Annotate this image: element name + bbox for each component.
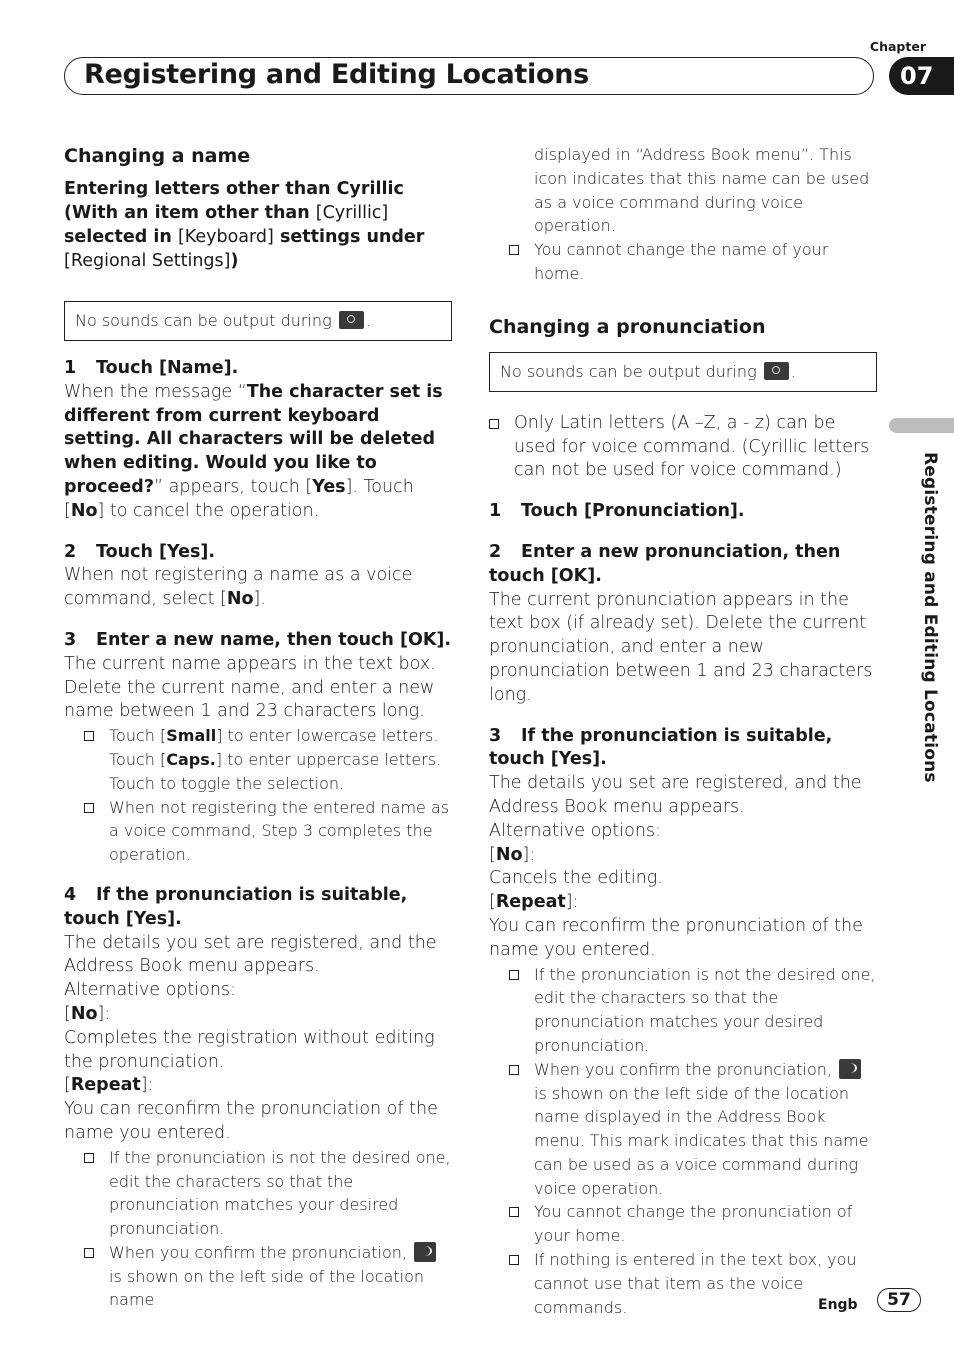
list-item: You cannot change the pronunciation of your home. — [489, 1200, 877, 1248]
option-no-label: [No]: — [64, 1003, 111, 1024]
page-number: 57 — [877, 1288, 921, 1312]
step-1-title: 1 Touch [Pronunciation]. — [489, 501, 745, 522]
option-repeat-label: [Repeat]: — [489, 892, 579, 913]
list-item: If the pronunciation is not the desired one, edit the characters so that the pronunciation matches your desired pronunciation. — [489, 963, 877, 1058]
option-no-label: [No]: — [489, 844, 536, 865]
continued-bullets — [489, 143, 877, 286]
list-item: Touch [Small] to enter lowercase letters. Touch [Caps.] to enter uppercase letters. Touch to toggle the selection. — [64, 724, 452, 795]
language-code: Engb — [818, 1297, 858, 1313]
list-item: If the pronunciation is not the desired one, edit the characters so that the pronunciation matches your desired pronunciation. — [64, 1146, 452, 1241]
step-1-body: When the message “The character set is different from current keyboard setting. All characters will be deleted when editing. Would you like to proceed?” appears, touch [Yes]. Touch [No] to cancel the operation. — [64, 381, 443, 521]
option-no-description: Cancels the editing. — [489, 868, 663, 889]
side-tab-marker — [889, 418, 954, 433]
subheading-entering-letters: Entering letters other than Cyrillic (With an item other than [Cyrillic] selected in [Keyboard] settings under [Regional Settings]) — [64, 179, 425, 271]
section-heading-changing-name: Changing a name — [64, 145, 251, 167]
list-item: You cannot change the name of your home. — [489, 238, 877, 286]
chapter-label: Chapter — [869, 39, 926, 54]
list-item: displayed in “Address Book menu”. This icon indicates that this name can be used as a voice command during voice operation. — [534, 145, 870, 236]
step-4-bullets — [64, 1146, 452, 1313]
list-item: If nothing is entered in the text box, you cannot use that item as the voice commands. — [489, 1248, 877, 1319]
latin-letters-note — [489, 412, 877, 483]
step-4-body: The details you set are registered, and the Address Book menu appears. — [64, 932, 437, 977]
option-repeat-description: You can reconfirm the pronunciation of the name you entered. — [64, 1099, 438, 1143]
step-3-title: 3 Enter a new name, then touch [OK]. — [64, 629, 452, 650]
side-tab-text: Registering and Editing Locations — [920, 452, 940, 783]
step-3-title: 3 If the pronunciation is suitable, touch [Yes]. — [489, 725, 833, 770]
note-box-no-sounds: No sounds can be output during . — [64, 301, 452, 341]
section-heading-changing-pronunciation: Changing a pronunciation — [489, 315, 766, 338]
left-column — [64, 143, 452, 1312]
note-box-no-sounds: No sounds can be output during . — [489, 352, 877, 392]
voice-command-icon — [839, 1059, 861, 1079]
page-title: Registering and Editing Locations — [84, 59, 589, 90]
option-repeat-description: You can reconfirm the pronunciation of the name you entered. — [489, 915, 863, 960]
step-2-title: 2 Touch [Yes]. — [64, 541, 216, 562]
list-item: Only Latin letters (A –Z, a - z) can be used for voice command. (Cyrillic letters can not be used for voice command.) — [489, 412, 877, 483]
step-3-body: The current name appears in the text box. Delete the current name, and enter a new name between 1 and 23 characters long. — [64, 653, 436, 722]
chapter-number: 07 — [889, 57, 954, 95]
step-2-body: The current pronunciation appears in the text box (if already set). Delete the current pronunciation, and enter a new pronunciation between 1 and 23 characters long. — [489, 589, 873, 705]
step-3-body: The details you set are registered, and the Address Book menu appears. — [489, 773, 862, 817]
list-item: When not registering the entered name as a voice command, Step 3 completes the operation. — [64, 796, 452, 867]
option-no-description: Completes the registration without editing the pronunciation. — [64, 1027, 435, 1072]
step-3-bullets — [64, 724, 452, 867]
voice-operation-icon — [764, 362, 789, 380]
list-item: When you confirm the pronunciation, is shown on the left side of the location name displayed in the Address Book menu. This mark indicates that this name can be used as a voice command during voice operation. — [489, 1058, 877, 1201]
right-column — [489, 143, 877, 1319]
step-3-bullets — [489, 963, 877, 1320]
option-repeat-label: [Repeat]: — [64, 1075, 154, 1096]
step-4-title: 4 If the pronunciation is suitable, touch [Yes]. — [64, 884, 408, 929]
voice-command-icon — [414, 1242, 436, 1262]
step-2-title: 2 Enter a new pronunciation, then touch [OK]. — [489, 541, 841, 586]
alternative-options-label: Alternative options: — [489, 820, 661, 841]
alternative-options-label: Alternative options: — [64, 980, 236, 1001]
list-item: When you confirm the pronunciation, is shown on the left side of the location name — [64, 1241, 452, 1312]
step-2-body: When not registering a name as a voice command, select [No]. — [64, 565, 413, 610]
voice-operation-icon — [339, 311, 364, 329]
step-1-title: 1 Touch [Name]. — [64, 358, 239, 378]
